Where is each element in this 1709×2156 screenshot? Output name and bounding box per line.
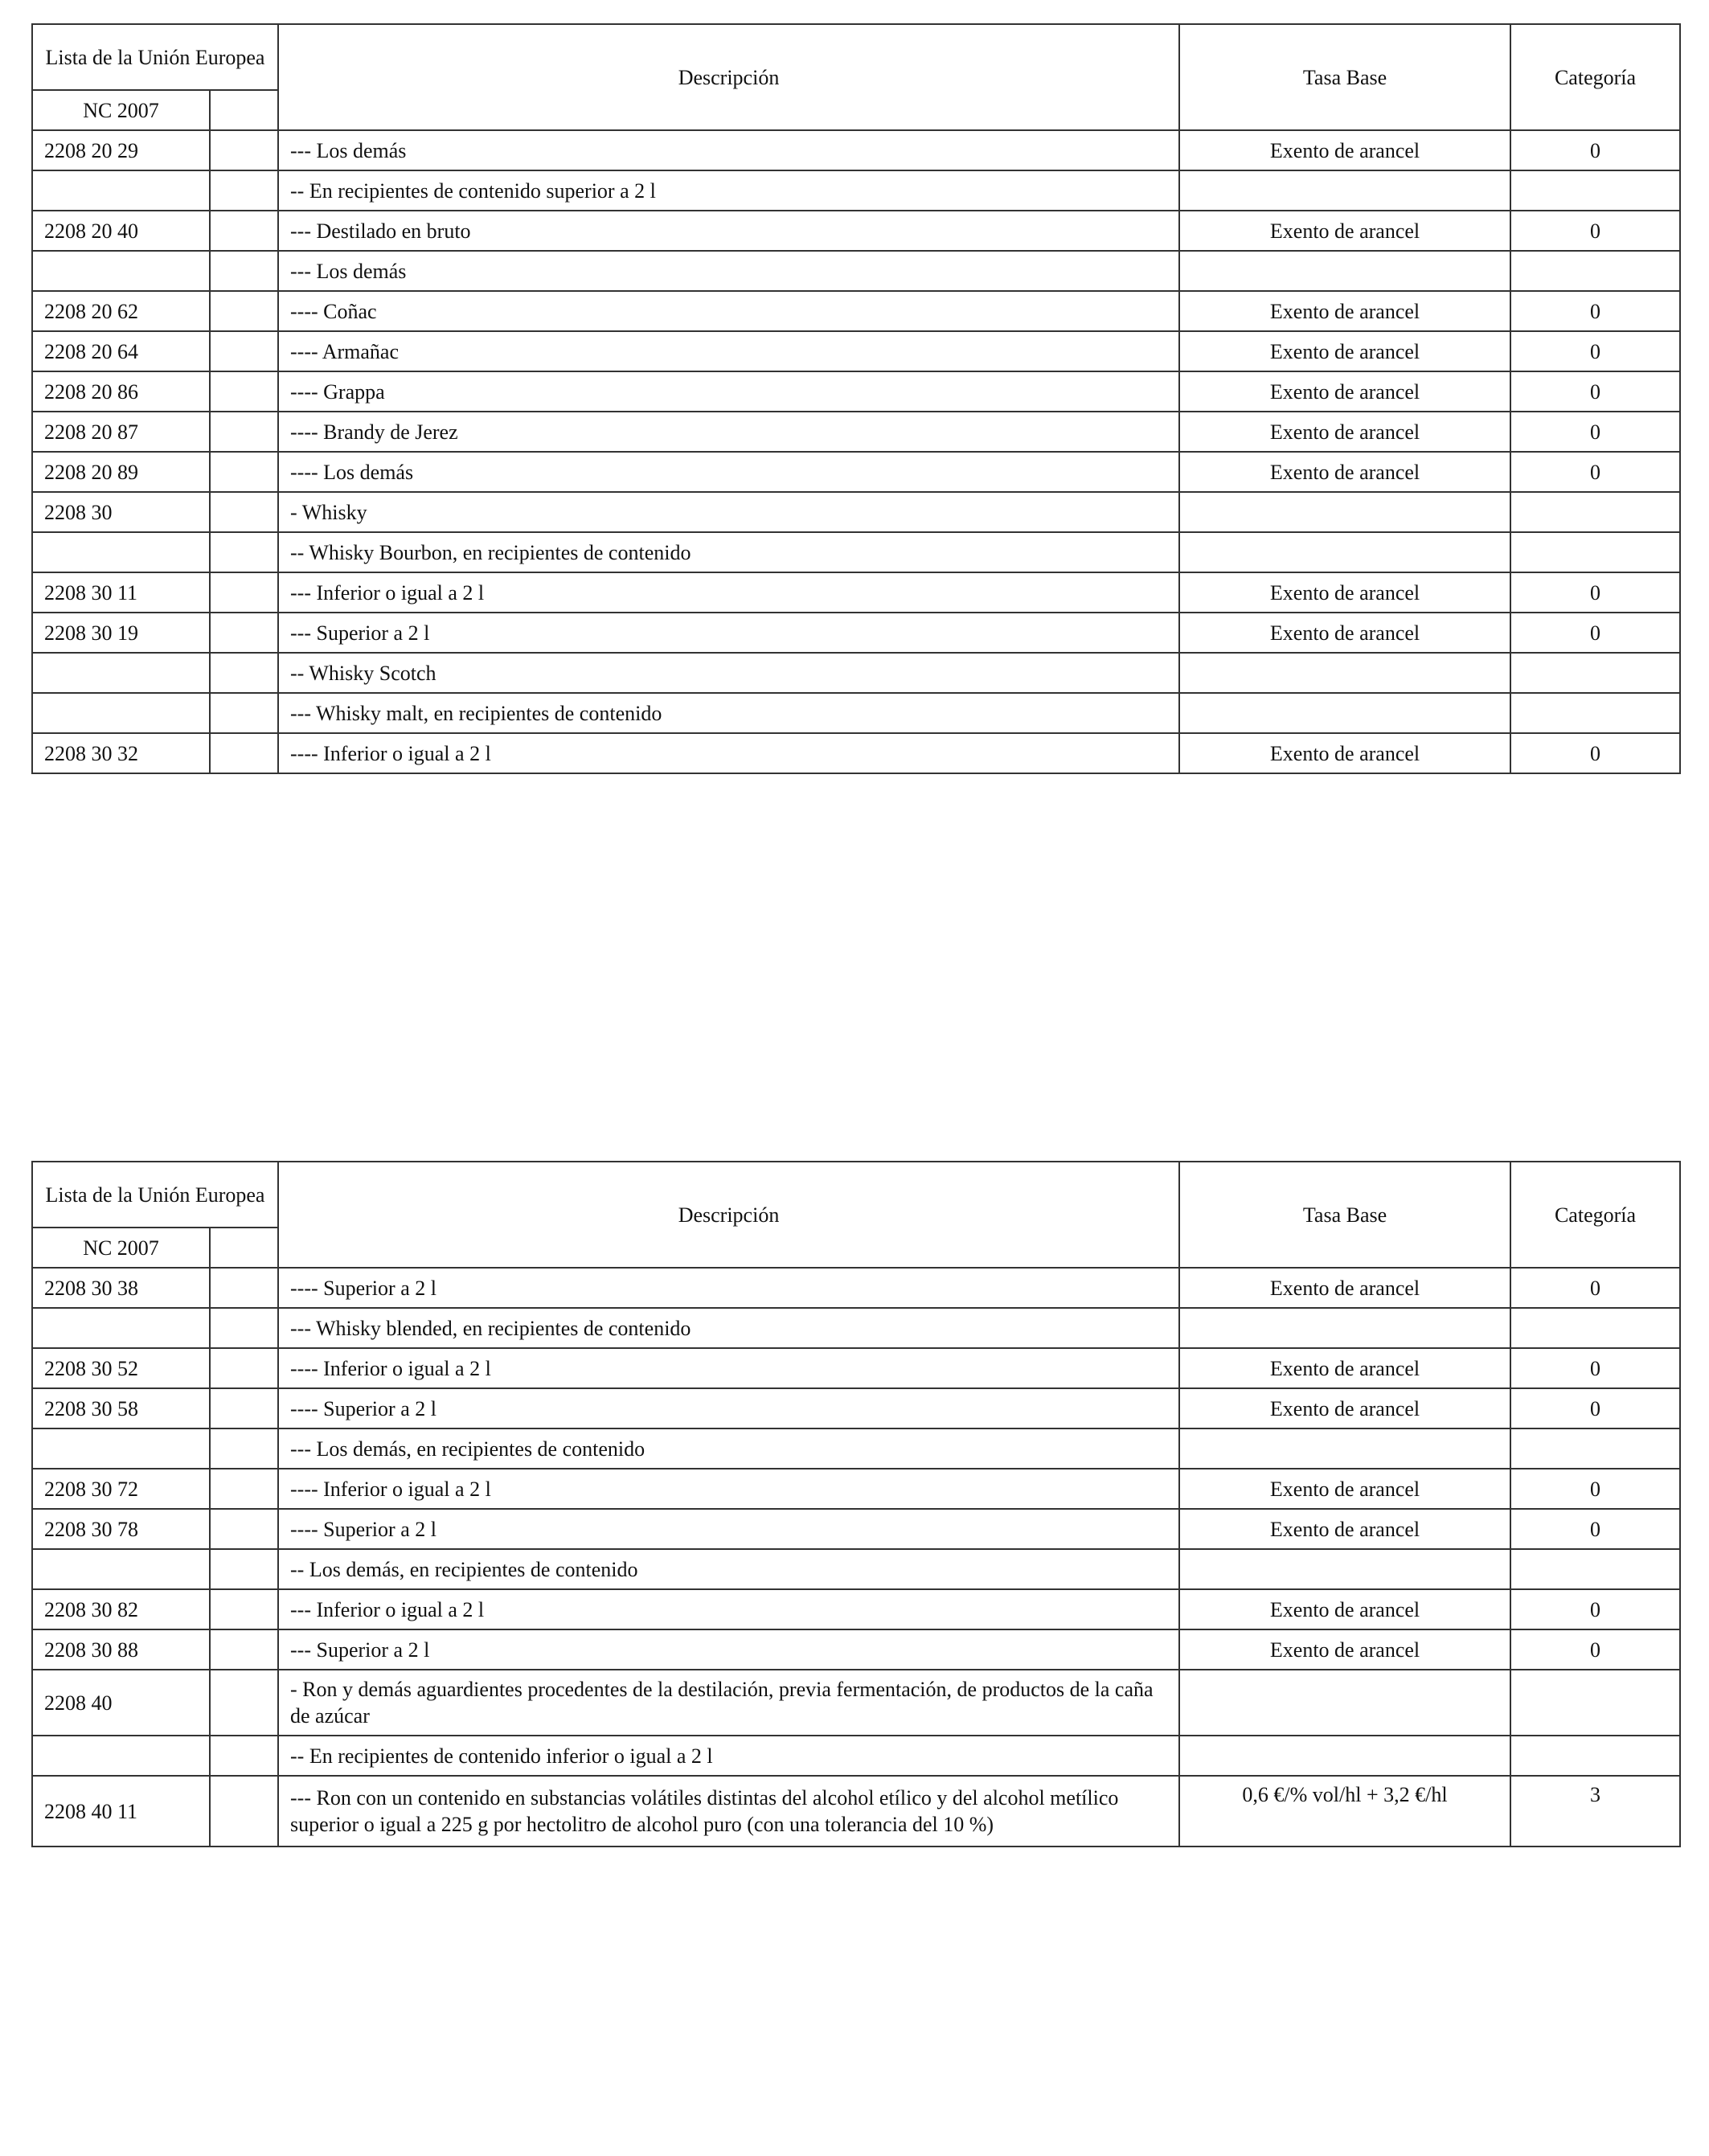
description-cell: - Whisky [278,492,1179,532]
tasa-base-cell: Exento de arancel [1179,130,1510,170]
empty-cell [210,170,278,211]
table-row [32,1629,1680,1670]
categoria-cell [1510,170,1680,211]
table-row [32,291,1680,331]
description-cell: ---- Superior a 2 l [278,1509,1179,1549]
tasa-base-cell [1179,170,1510,211]
nc-code-cell: 2208 20 29 [32,130,210,170]
tasa-base-cell: Exento de arancel [1179,572,1510,613]
empty-cell [210,1348,278,1388]
description-cell: ---- Superior a 2 l [278,1388,1179,1428]
tariff-table-1-body [32,24,1680,773]
description-cell: ---- Grappa [278,371,1179,412]
categoria-cell [1510,532,1680,572]
empty-cell [210,492,278,532]
nc-code-cell [32,170,210,211]
table-row [32,331,1680,371]
categoria-cell: 3 [1510,1776,1680,1847]
description-cell: -- En recipientes de contenido inferior o igual a 2 l [278,1736,1179,1776]
tasa-base-cell [1179,1308,1510,1348]
tasa-base-cell: Exento de arancel [1179,1509,1510,1549]
tasa-base-cell: Exento de arancel [1179,1589,1510,1629]
nc-code-cell: 2208 30 38 [32,1268,210,1308]
nc-code-cell: 2208 20 89 [32,452,210,492]
tasa-base-cell [1179,653,1510,693]
nc-code-cell: 2208 30 19 [32,613,210,653]
nc-code-cell [32,1549,210,1589]
empty-cell [210,1308,278,1348]
categoria-cell [1510,1736,1680,1776]
description-cell: -- En recipientes de contenido superior a 2 l [278,170,1179,211]
table-row [32,251,1680,291]
nc-code-cell [32,251,210,291]
nc-code-cell [32,1736,210,1776]
nc-code-cell: 2208 30 82 [32,1589,210,1629]
table-row [32,130,1680,170]
header-categoria: Categoría [1510,1162,1680,1268]
table-row [32,1589,1680,1629]
header-lista-union-europea: Lista de la Unión Europea [32,24,278,90]
empty-cell [210,1428,278,1469]
description-cell: ---- Inferior o igual a 2 l [278,1348,1179,1388]
nc-code-cell [32,693,210,733]
tasa-base-cell: Exento de arancel [1179,211,1510,251]
nc-code-cell: 2208 20 40 [32,211,210,251]
tasa-base-cell [1179,492,1510,532]
empty-cell [210,1268,278,1308]
empty-cell [210,251,278,291]
empty-cell [210,1469,278,1509]
header-empty-cell [210,1228,278,1268]
table-row [32,733,1680,773]
description-cell: -- Whisky Scotch [278,653,1179,693]
description-cell: ---- Inferior o igual a 2 l [278,733,1179,773]
nc-code-cell: 2208 30 58 [32,1388,210,1428]
categoria-cell: 0 [1510,291,1680,331]
nc-code-cell: 2208 20 64 [32,331,210,371]
tasa-base-cell: Exento de arancel [1179,1268,1510,1308]
empty-cell [210,291,278,331]
nc-code-cell [32,653,210,693]
tasa-base-cell: Exento de arancel [1179,1469,1510,1509]
header-row [32,24,1680,90]
header-nc-2007: NC 2007 [32,90,210,130]
empty-cell [210,1549,278,1589]
categoria-cell [1510,1549,1680,1589]
empty-cell [210,1629,278,1670]
empty-cell [210,1509,278,1549]
tasa-base-cell: Exento de arancel [1179,1348,1510,1388]
table-row [32,452,1680,492]
description-cell: --- Destilado en bruto [278,211,1179,251]
categoria-cell: 0 [1510,1629,1680,1670]
categoria-cell: 0 [1510,1268,1680,1308]
tasa-base-cell [1179,1670,1510,1736]
categoria-cell: 0 [1510,572,1680,613]
categoria-cell: 0 [1510,1469,1680,1509]
tasa-base-cell [1179,1736,1510,1776]
categoria-cell [1510,1670,1680,1736]
nc-code-cell [32,1308,210,1348]
empty-cell [210,130,278,170]
categoria-cell: 0 [1510,1348,1680,1388]
description-cell: --- Whisky malt, en recipientes de contenido [278,693,1179,733]
nc-code-cell: 2208 40 [32,1670,210,1736]
empty-cell [210,653,278,693]
empty-cell [210,613,278,653]
tasa-base-cell: Exento de arancel [1179,1629,1510,1670]
description-cell: --- Superior a 2 l [278,1629,1179,1670]
empty-cell [210,371,278,412]
nc-code-cell: 2208 20 86 [32,371,210,412]
nc-code-cell: 2208 20 87 [32,412,210,452]
table-row [32,1549,1680,1589]
categoria-cell [1510,653,1680,693]
description-cell: --- Ron con un contenido en substancias volátiles distintas del alcohol etílico y del alcohol metílico superior o igual a 225 g por hectolitro de alcohol puro (con una tolerancia del 10 %) [278,1776,1179,1847]
header-tasa-base: Tasa Base [1179,1162,1510,1268]
description-cell: -- Whisky Bourbon, en recipientes de contenido [278,532,1179,572]
empty-cell [210,331,278,371]
table-row [32,1469,1680,1509]
description-cell: --- Los demás, en recipientes de contenido [278,1428,1179,1469]
empty-cell [210,532,278,572]
nc-code-cell: 2208 30 52 [32,1348,210,1388]
tasa-base-cell: 0,6 €/% vol/hl + 3,2 €/hl [1179,1776,1510,1847]
empty-cell [210,1670,278,1736]
nc-code-cell [32,1428,210,1469]
categoria-cell: 0 [1510,613,1680,653]
categoria-cell: 0 [1510,331,1680,371]
header-categoria: Categoría [1510,24,1680,130]
table-row [32,492,1680,532]
description-cell: ---- Coñac [278,291,1179,331]
table-row [32,412,1680,452]
table-row [32,1509,1680,1549]
categoria-cell: 0 [1510,412,1680,452]
categoria-cell: 0 [1510,211,1680,251]
categoria-cell [1510,1308,1680,1348]
description-cell: ---- Inferior o igual a 2 l [278,1469,1179,1509]
tariff-table-2-body [32,1162,1680,1847]
categoria-cell [1510,693,1680,733]
tasa-base-cell [1179,532,1510,572]
tariff-table-2 [31,1161,1681,1847]
table-row [32,211,1680,251]
empty-cell [210,572,278,613]
categoria-cell: 0 [1510,1509,1680,1549]
categoria-cell: 0 [1510,733,1680,773]
description-cell: --- Inferior o igual a 2 l [278,572,1179,613]
nc-code-cell: 2208 30 11 [32,572,210,613]
nc-code-cell [32,532,210,572]
description-cell: ---- Armañac [278,331,1179,371]
table-row [32,532,1680,572]
header-nc-2007: NC 2007 [32,1228,210,1268]
categoria-cell: 0 [1510,371,1680,412]
tasa-base-cell [1179,251,1510,291]
tasa-base-cell [1179,1549,1510,1589]
empty-cell [210,733,278,773]
empty-cell [210,693,278,733]
header-row [32,1162,1680,1228]
empty-cell [210,211,278,251]
empty-cell [210,1736,278,1776]
description-cell: --- Whisky blended, en recipientes de contenido [278,1308,1179,1348]
table-row [32,1308,1680,1348]
categoria-cell: 0 [1510,130,1680,170]
description-cell: ---- Los demás [278,452,1179,492]
nc-code-cell: 2208 20 62 [32,291,210,331]
categoria-cell [1510,251,1680,291]
table-row [32,1428,1680,1469]
tasa-base-cell: Exento de arancel [1179,613,1510,653]
table-row [32,170,1680,211]
description-cell: --- Los demás [278,130,1179,170]
table-row [32,371,1680,412]
table-row [32,1670,1680,1736]
tasa-base-cell: Exento de arancel [1179,452,1510,492]
empty-cell [210,1589,278,1629]
description-cell: --- Superior a 2 l [278,613,1179,653]
description-cell: - Ron y demás aguardientes procedentes de la destilación, previa fermentación, de productos de la caña de azúcar [278,1670,1179,1736]
description-cell: -- Los demás, en recipientes de contenido [278,1549,1179,1589]
categoria-cell: 0 [1510,1388,1680,1428]
tasa-base-cell: Exento de arancel [1179,733,1510,773]
tasa-base-cell: Exento de arancel [1179,1388,1510,1428]
table-row [32,1736,1680,1776]
table-row [32,1348,1680,1388]
categoria-cell: 0 [1510,452,1680,492]
tasa-base-cell: Exento de arancel [1179,331,1510,371]
table-row [32,613,1680,653]
header-descripcion: Descripción [278,1162,1179,1268]
description-cell: ---- Brandy de Jerez [278,412,1179,452]
tasa-base-cell [1179,1428,1510,1469]
nc-code-cell: 2208 30 72 [32,1469,210,1509]
table-row [32,572,1680,613]
description-cell: --- Inferior o igual a 2 l [278,1589,1179,1629]
header-empty-cell [210,90,278,130]
table-row [32,1776,1680,1847]
nc-code-cell: 2208 30 88 [32,1629,210,1670]
header-descripcion: Descripción [278,24,1179,130]
empty-cell [210,1776,278,1847]
empty-cell [210,1388,278,1428]
header-lista-union-europea: Lista de la Unión Europea [32,1162,278,1228]
tariff-table-1 [31,23,1681,774]
empty-cell [210,412,278,452]
description-cell: --- Los demás [278,251,1179,291]
nc-code-cell: 2208 30 78 [32,1509,210,1549]
table-row [32,653,1680,693]
nc-code-cell: 2208 30 [32,492,210,532]
categoria-cell [1510,492,1680,532]
categoria-cell [1510,1428,1680,1469]
categoria-cell: 0 [1510,1589,1680,1629]
table-row [32,693,1680,733]
description-cell: ---- Superior a 2 l [278,1268,1179,1308]
empty-cell [210,452,278,492]
table-row [32,1388,1680,1428]
table-row [32,1268,1680,1308]
header-tasa-base: Tasa Base [1179,24,1510,130]
nc-code-cell: 2208 40 11 [32,1776,210,1847]
tasa-base-cell: Exento de arancel [1179,412,1510,452]
tasa-base-cell: Exento de arancel [1179,371,1510,412]
tasa-base-cell [1179,693,1510,733]
nc-code-cell: 2208 30 32 [32,733,210,773]
tasa-base-cell: Exento de arancel [1179,291,1510,331]
